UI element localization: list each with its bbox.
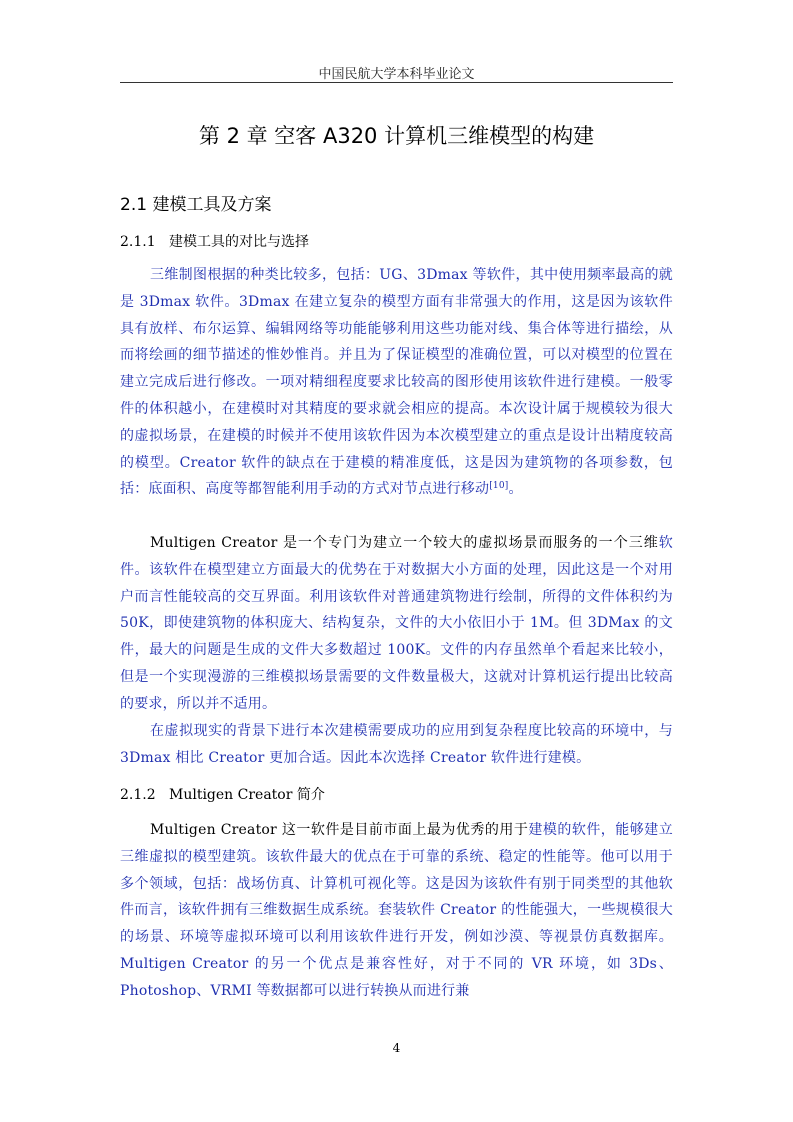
subsection-number: 2.1.1 [120, 234, 156, 250]
subsection-title-latin: Multigen Creator [169, 787, 293, 803]
paragraph-lead: Multigen Creator 这一软件是目前市面上最为优秀的用于 [150, 822, 529, 838]
paragraph-text: 在虚拟现实的背景下进行本次建模需要成功的应用到复杂程度比较高的环境中，与 3Dmax 相比 Creator 更加合适。因此本次选择 Creator 软件进行建模。 [120, 723, 673, 766]
citation-ref: [10] [489, 481, 509, 492]
paragraph-text: 建模的软件，能够建立三维虚拟的模型建筑。该软件最大的优点在于可靠的系统、稳定的性能等。他可以用于多个领域，包括：战场仿真、计算机可视化等。这是因为该软件有别于同类型的其他软件而言，该软件拥有三维数据生成系统。套装软件 Creator 的性能强大，一些规模很大的场景、环境等虚拟环境可以利用该软件进行开发，例如沙漠、等视景仿真数据库。Multigen Creator 的另一个优点是兼容性好，对于不同的 VR 环境，如 3Ds、Photoshop、VRMI 等数据都可以进行转换从而进行兼 [120, 822, 673, 999]
subsection-title: 建模工具的对比与选择 [169, 234, 309, 250]
paragraph-4 [120, 817, 673, 1005]
paragraph-2 [120, 530, 673, 718]
section-heading: 2.1 建模工具及方案 [120, 195, 272, 215]
paragraph-3 [120, 718, 673, 772]
subsection-heading-2 [120, 784, 325, 804]
paragraph-lead: Multigen Creator 是一个专门为建立一个较大的虚拟场景而服务的一个三维 [150, 535, 659, 551]
page-number: 4 [392, 1041, 401, 1055]
paragraph-text: 三维制图根据的种类比较多，包括：UG、3Dmax 等软件，其中使用频率最高的就是 3Dmax 软件。3Dmax 在建立复杂的模型方面有非常强大的作用，这是因为该软件具有放样、布尔运算、编辑网络等功能能够利用这些功能对线、集合体等进行描绘，从而将绘画的细节描述的惟妙惟肖。并且为了保证模型的准确位置，可以对模型的位置在建立完成后进行修改。一项对精细程度要求比较高的图形使用该软件进行建模。一般零件的体积越小，在建模时对其精度的要求就会相应的提高。本次设计属于规模较为很大的虚拟场景，在建模的时候并不使用该软件因为本次模型建立的重点是设计出精度较高的模型。Creator 软件的缺点在于建模的精准度低，这是因为建筑物的各项参数，包括：底面积、高度等都智能利用手动的方式对节点进行移动 [120, 267, 673, 498]
header-rule [120, 82, 673, 83]
running-header: 中国民航大学本科毕业论文 [318, 67, 475, 82]
subsection-number: 2.1.2 [120, 787, 156, 803]
paragraph-text: 软件。该软件在模型建立方面最大的优势在于对数据大小方面的处理，因此这是一个对用户而言性能较高的交互界面。利用该软件对普通建筑物进行绘制，所得的文件体积约为 50K，即使建筑物的体积庞大、结构复杂，文件的大小依旧小于 1M。但 3DMax 的文件，最大的问题是生成的文件大多数超过 100K。文件的内存虽然单个看起来比较小，但是一个实现漫游的三维模拟场景需要的文件数量极大，这就对计算机运行提出比较高的要求，所以并不适用。 [120, 535, 673, 712]
subsection-title-cjk: 简介 [292, 787, 325, 803]
subsection-heading-1 [120, 231, 309, 251]
paragraph-1 [120, 262, 673, 503]
chapter-title: 第 2 章 空客 A320 计算机三维模型的构建 [198, 124, 595, 148]
paragraph-end: 。 [508, 481, 523, 498]
